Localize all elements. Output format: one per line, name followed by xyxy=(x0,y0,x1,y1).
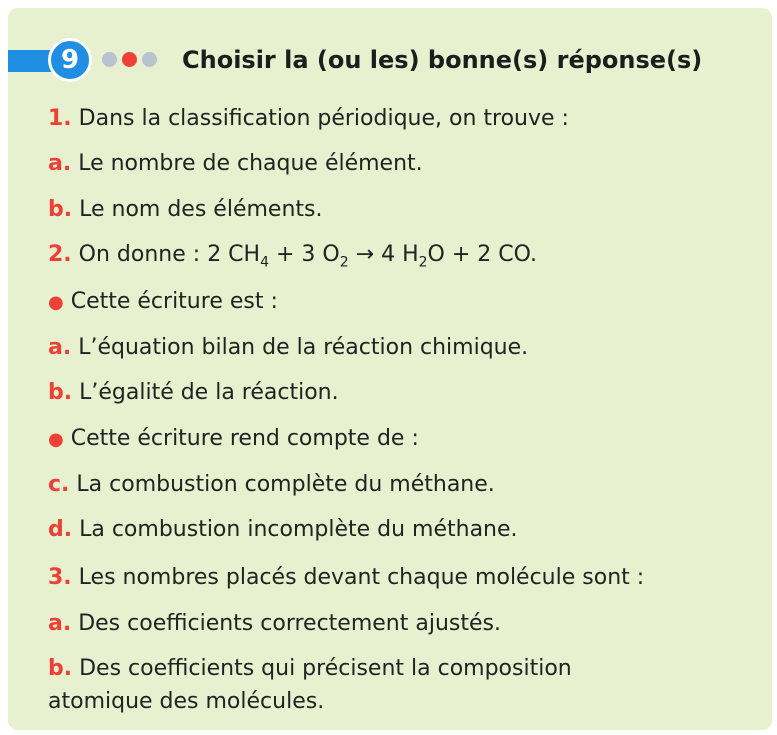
exercise-number-badge: 9 xyxy=(48,38,92,82)
bullet-icon: ● xyxy=(48,429,64,450)
question-number: 3. xyxy=(48,565,72,590)
answer-letter: d. xyxy=(48,517,73,542)
exercise-card xyxy=(8,8,772,730)
question-2 xyxy=(48,242,537,270)
answer-2a[interactable] xyxy=(48,335,528,360)
question-text: Dans la classification périodique, on trouve : xyxy=(78,106,569,131)
answer-1a[interactable] xyxy=(48,151,423,176)
answer-text: La combustion complète du méthane. xyxy=(76,472,495,497)
bullet-text: Cette écriture est : xyxy=(70,289,278,314)
answer-letter: b. xyxy=(48,197,73,222)
answer-1b[interactable] xyxy=(48,197,322,222)
difficulty-dot-icon xyxy=(142,52,157,67)
answer-2b[interactable] xyxy=(48,380,339,405)
answer-text: atomique des molécules. xyxy=(48,689,325,714)
answer-letter: a. xyxy=(48,335,72,360)
question-3 xyxy=(48,565,644,590)
question-number: 1. xyxy=(48,106,72,131)
exercise-title: Choisir la (ou les) bonne(s) réponse(s) xyxy=(182,46,703,74)
chemical-equation: 2 $CH_4 + 3$ $O_2 \to 4$ $H_2O + 2$ CO. xyxy=(207,242,538,271)
question-text: Les nombres placés devant chaque molécule sont : xyxy=(78,565,645,590)
answer-letter: a. xyxy=(48,611,72,636)
answer-3b[interactable] xyxy=(48,656,572,681)
bullet-text: Cette écriture rend compte de : xyxy=(70,426,419,451)
answer-2c[interactable] xyxy=(48,472,495,497)
answer-letter: a. xyxy=(48,151,72,176)
bullet-line-2 xyxy=(48,426,419,451)
answer-text: Des coefficients qui précisent la composition xyxy=(79,656,572,681)
difficulty-dot-icon xyxy=(102,52,117,67)
answer-text: Des coefficients correctement ajustés. xyxy=(78,611,501,636)
answer-2d[interactable] xyxy=(48,517,518,542)
answer-text: L’équation bilan de la réaction chimique. xyxy=(78,335,529,360)
answer-letter: b. xyxy=(48,380,73,405)
answer-letter: c. xyxy=(48,472,70,497)
question-number: 2. xyxy=(48,242,72,267)
answer-text: L’égalité de la réaction. xyxy=(79,380,339,405)
answer-text: Le nombre de chaque élément. xyxy=(78,151,423,176)
question-lead: On donne : xyxy=(78,242,201,267)
answer-3b-continuation xyxy=(48,689,324,714)
answer-letter: b. xyxy=(48,656,73,681)
answer-text: La combustion incomplète du méthane. xyxy=(79,517,518,542)
question-1 xyxy=(48,106,569,131)
answer-3a[interactable] xyxy=(48,611,501,636)
bullet-line-1 xyxy=(48,289,278,314)
difficulty-dot-active-icon xyxy=(122,52,137,67)
answer-text: Le nom des éléments. xyxy=(79,197,323,222)
bullet-icon: ● xyxy=(48,292,64,313)
